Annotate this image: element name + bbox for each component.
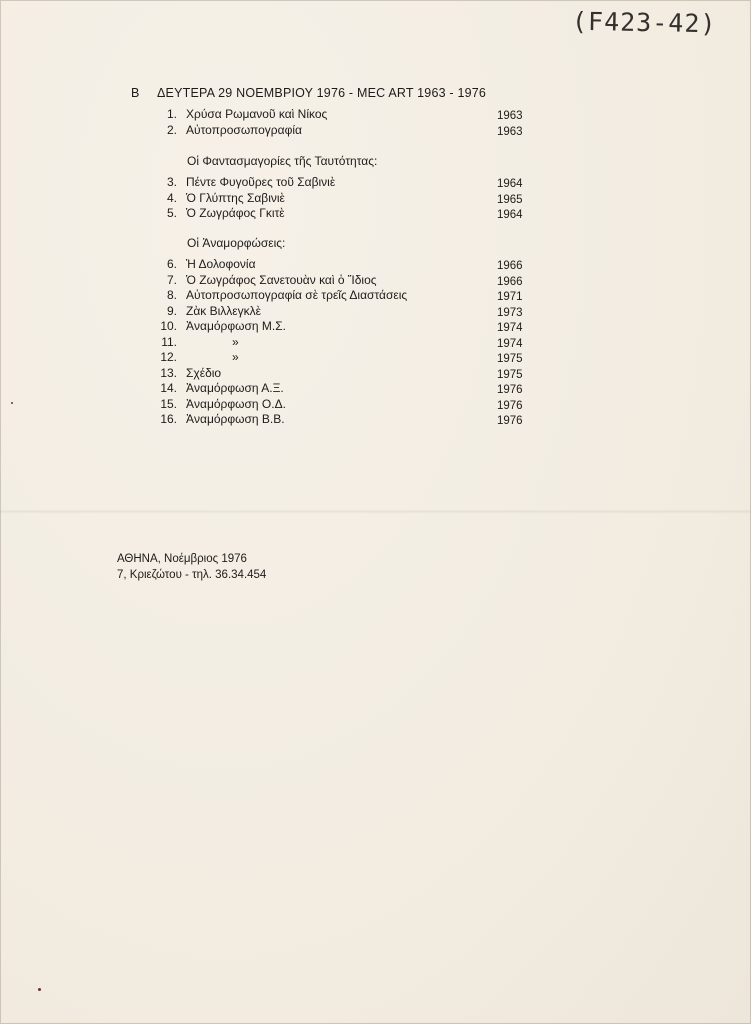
item-year: 1975 [497,353,523,365]
item-title: Ἀναμόρφωση Μ.Σ. [186,319,287,333]
item-year: 1966 [497,260,523,272]
item-number: 16. [160,412,177,426]
item-number: 6. [166,257,177,271]
list-item [150,411,525,427]
item-number: 5. [166,206,177,220]
item-title: Ὁ Ζωγράφος Γκιτὲ [186,206,285,220]
item-year: 1965 [497,194,523,206]
item-number: 1. [166,107,177,121]
item-year: 1976 [497,400,523,412]
list-item [150,287,525,303]
item-title: Ἀναμόρφωση Β.Β. [186,412,285,426]
heading-section-letter: Β [131,86,140,100]
section-label-anamorfoseis: Οἱ Ἀναμορφώσεις: [187,236,286,250]
list-item [150,396,525,412]
item-title-ditto: » [232,350,239,364]
item-number: 7. [166,273,177,287]
paper-speck [38,988,41,991]
footer-address: 7, Κριεζώτου - τηλ. 36.34.454 [117,569,267,581]
list-item [150,106,525,122]
item-year: 1974 [497,338,523,350]
footer-place-date: ΑΘΗΝΑ, Νοέμβριος 1976 [117,553,247,565]
item-number: 4. [166,191,177,205]
handwritten-archive-code: (F423-42) [571,6,717,39]
item-year: 1976 [497,415,523,427]
list-item [150,205,525,221]
item-title: Ζὰκ Βιλλεγκλὲ [186,304,261,318]
section-label-fantasmagories: Οἱ Φαντασμαγορίες τῆς Ταυτότητας: [187,154,378,168]
item-year: 1963 [497,110,523,122]
item-number: 13. [160,366,177,380]
list-item [150,334,525,350]
item-year: 1963 [497,126,523,138]
item-number: 10. [160,319,177,333]
list-item [150,272,525,288]
item-year: 1966 [497,276,523,288]
list-item [150,318,525,334]
list-item [150,174,525,190]
item-title: Χρύσα Ρωμανοῦ καὶ Νίκος [186,107,328,121]
item-year: 1973 [497,307,523,319]
item-number: 9. [166,304,177,318]
heading-text: ΔΕΥΤΕΡΑ 29 ΝΟΕΜΒΡΙΟΥ 1976 - MEC ART 1963 - 1976 [157,86,487,100]
item-title: Ἀναμόρφωση Α.Ξ. [186,381,284,395]
paper-speck [11,402,13,404]
item-title: Ὁ Ζωγράφος Σανετουὰν καὶ ὁ Ἴδιος [186,273,377,287]
item-year: 1975 [497,369,523,381]
item-title: Πέντε Φυγοῦρες τοῦ Σαβινιὲ [186,175,336,189]
item-year: 1964 [497,209,523,221]
item-number: 8. [166,288,177,302]
item-title-ditto: » [232,335,239,349]
list-item [150,349,525,365]
item-title: Ἀναμόρφωση Ο.Δ. [186,397,286,411]
list-item [150,303,525,319]
list-item [150,190,525,206]
item-title: Ὁ Γλύπτης Σαβινιὲ [186,191,285,205]
item-year: 1974 [497,322,523,334]
item-number: 15. [160,397,177,411]
item-year: 1964 [497,178,523,190]
item-year: 1976 [497,384,523,396]
list-item [150,256,525,272]
item-number: 14. [160,381,177,395]
item-title: Ἡ Δολοφονία [186,257,256,271]
item-number: 2. [166,123,177,137]
list-item [150,365,525,381]
item-number: 11. [161,335,177,349]
item-title: Σχέδιο [186,366,222,380]
document-heading [131,86,486,100]
item-number: 3. [166,175,177,189]
list-item [150,380,525,396]
list-item [150,122,525,138]
item-title: Αὐτοπροσωπογραφία [186,123,302,137]
item-title: Αὐτοπροσωπογραφία σὲ τρεῖς Διαστάσεις [186,288,408,302]
item-year: 1971 [497,291,523,303]
item-number: 12. [160,350,177,364]
